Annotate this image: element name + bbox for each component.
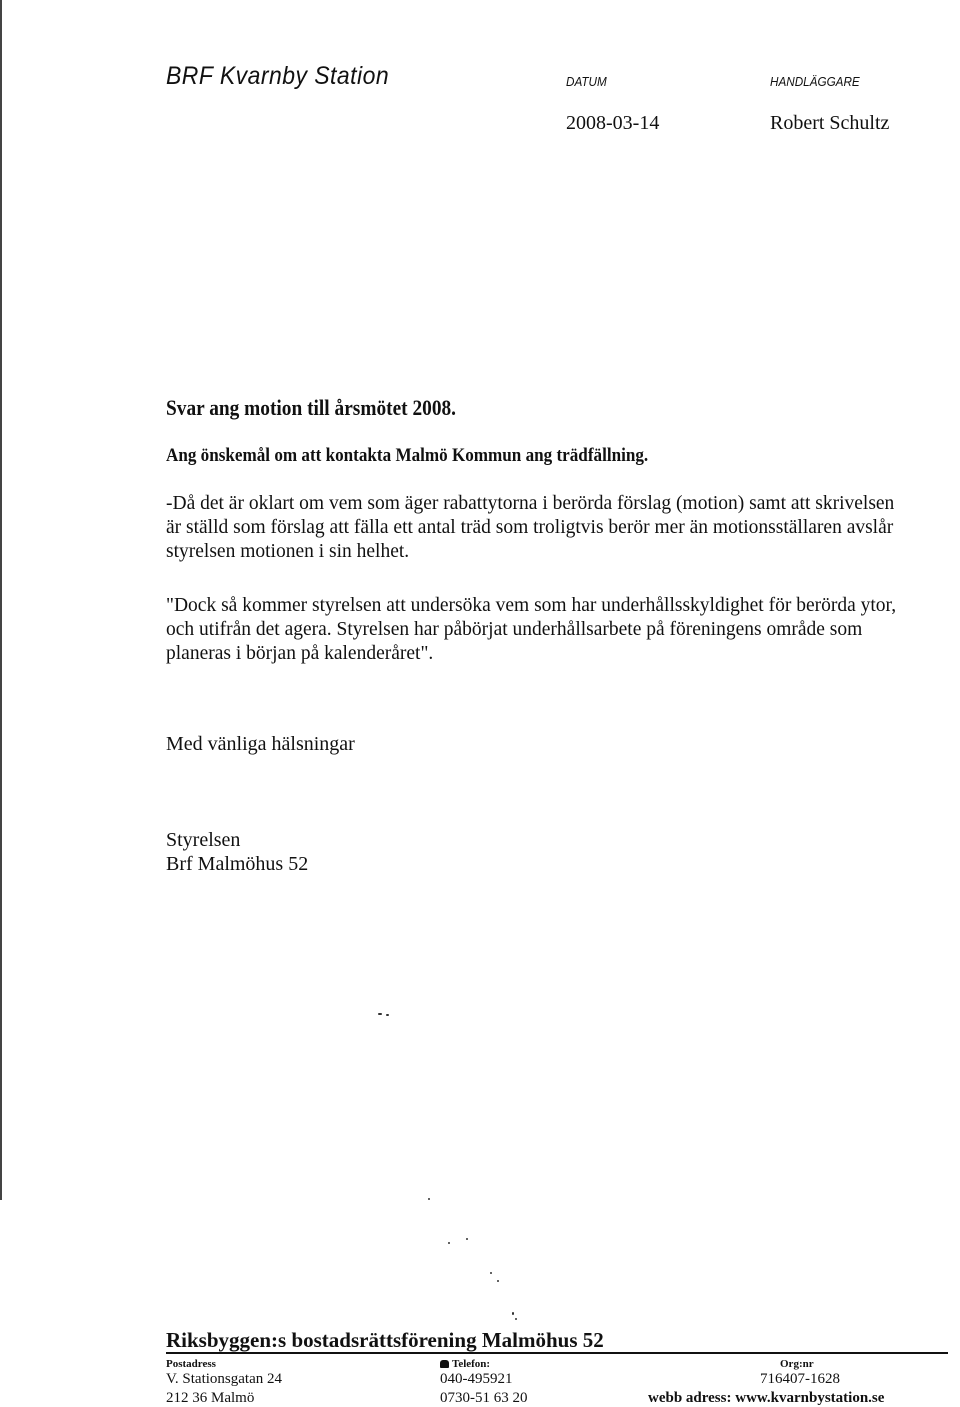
postal-city: 212 36 Malmö: [166, 1390, 255, 1406]
sender: Styrelsen: [166, 829, 241, 851]
phone-icon: [440, 1360, 449, 1368]
paragraph-line: "Dock så kommer styrelsen att undersöka vem som har underhållsskyldighet för berörda ytor,: [166, 595, 897, 616]
paragraph-2: [166, 594, 956, 666]
handler-value: Robert Schultz: [770, 112, 890, 134]
sender-org: Brf Malmöhus 52: [166, 853, 309, 875]
postal-label: Postadress: [166, 1358, 216, 1370]
paragraph-line: planeras i början på kalenderåret".: [166, 643, 434, 664]
phone-number-2: 0730-51 63 20: [440, 1390, 528, 1406]
greeting: Med vänliga hälsningar: [166, 733, 355, 755]
postal-street: V. Stationsgatan 24: [166, 1371, 282, 1387]
orgnr-label: Org:nr: [780, 1358, 814, 1370]
page-edge-line: [0, 0, 2, 1200]
phone-label-wrap: [440, 1358, 490, 1370]
paragraph-line: och utifrån det agera. Styrelsen har påbörjat underhållsarbete på föreningens område som: [166, 619, 863, 640]
subject-subtitle: Ang önskemål om att kontakta Malmö Kommun ang trädfällning.: [166, 445, 649, 466]
handler-label: HANDLÄGGARE: [770, 74, 860, 89]
footer-title: Riksbyggen:s bostadsrättsförening Malmöhus 52: [166, 1328, 604, 1352]
paragraph-line: är ställd som förslag att fälla ett antal träd som troligtvis berör mer än motionsställaren avslår: [166, 517, 894, 538]
subject-title: Svar ang motion till årsmötet 2008.: [166, 395, 457, 420]
phone-number-1: 040-495921: [440, 1371, 513, 1387]
logo-text: BRF Kvarnby Station: [166, 62, 390, 90]
web-address: webb adress: www.kvarnbystation.se: [648, 1390, 885, 1406]
paragraph-line: styrelsen motionen i sin helhet.: [166, 541, 410, 562]
date-label: DATUM: [566, 74, 607, 89]
footer-divider: [166, 1352, 948, 1354]
paragraph-line: -Då det är oklart om vem som äger rabattytorna i berörda förslag (motion) samt att skrivelsen: [166, 493, 895, 514]
paragraph-1: [166, 492, 956, 564]
orgnr-value: 716407-1628: [760, 1371, 840, 1387]
phone-label: Telefon:: [452, 1358, 491, 1370]
date-value: 2008-03-14: [566, 112, 660, 134]
